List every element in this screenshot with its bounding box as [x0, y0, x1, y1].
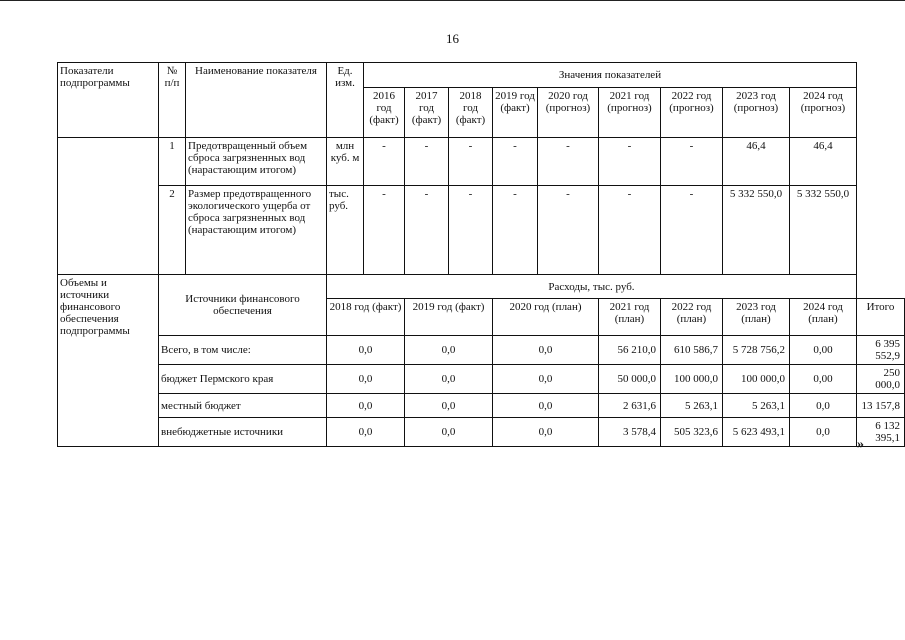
year-header: 2022 год (план) — [661, 299, 723, 336]
value-cell: 5 332 550,0 — [723, 186, 790, 275]
value-cell: - — [364, 138, 405, 186]
value-cell: - — [599, 138, 661, 186]
value-cell: 50 000,0 — [599, 365, 661, 394]
value-cell: 5 332 550,0 — [790, 186, 857, 275]
year-header: 2017 год (факт) — [405, 88, 449, 138]
value-cell: 505 323,6 — [661, 418, 723, 447]
empty-cell — [58, 138, 159, 186]
total-cell: 250 000,0 — [857, 365, 905, 394]
value-cell: 5 263,1 — [723, 394, 790, 418]
value-cell: 5 623 493,1 — [723, 418, 790, 447]
sources-header: Источники финансового обеспечения — [159, 275, 327, 336]
expenses-header: Расходы, тыс. руб. — [327, 275, 857, 299]
value-cell: - — [449, 186, 493, 275]
value-cell: - — [538, 138, 599, 186]
year-header: 2018 год (факт) — [327, 299, 405, 336]
unit-header: Ед. изм. — [327, 63, 364, 138]
values-header: Значения показателей — [364, 63, 857, 88]
value-cell: 0,0 — [327, 336, 405, 365]
value-cell: 0,0 — [405, 418, 493, 447]
unit-cell: тыс. руб. — [327, 186, 364, 275]
value-cell: - — [599, 186, 661, 275]
table-row — [58, 394, 905, 418]
year-header: 2021 год (прогноз) — [599, 88, 661, 138]
unit-cell: млн куб. м — [327, 138, 364, 186]
num-header: № п/п — [159, 63, 186, 138]
value-cell: 0,00 — [790, 365, 857, 394]
total-cell: 6 395 552,9 — [857, 336, 905, 365]
value-cell: 56 210,0 — [599, 336, 661, 365]
value-cell: 0,0 — [327, 418, 405, 447]
name-header: Наименование показателя — [186, 63, 327, 138]
indicators-header: Показатели подпрограммы — [58, 63, 159, 138]
row-number: 1 — [159, 138, 186, 186]
value-cell: 46,4 — [790, 138, 857, 186]
value-cell: 100 000,0 — [723, 365, 790, 394]
value-cell: 0,0 — [493, 365, 599, 394]
value-cell: 0,0 — [405, 365, 493, 394]
value-cell: - — [493, 186, 538, 275]
value-cell: 0,0 — [327, 394, 405, 418]
table-row — [58, 336, 905, 365]
total-cell: 6 132 395,1 — [857, 418, 905, 447]
closing-quote-mark: » — [857, 437, 864, 452]
page-top-border — [0, 0, 905, 1]
value-cell: - — [538, 186, 599, 275]
value-cell: - — [661, 186, 723, 275]
year-header: 2022 год (прогноз) — [661, 88, 723, 138]
year-header: 2019 год (факт) — [493, 88, 538, 138]
year-header: 2023 год (прогноз) — [723, 88, 790, 138]
value-cell: 0,0 — [790, 418, 857, 447]
value-cell: 0,0 — [790, 394, 857, 418]
source-name: Всего, в том числе: — [159, 336, 327, 365]
year-header: 2016 год (факт) — [364, 88, 405, 138]
value-cell: 610 586,7 — [661, 336, 723, 365]
value-cell: 0,0 — [493, 418, 599, 447]
value-cell: 3 578,4 — [599, 418, 661, 447]
value-cell: 0,0 — [327, 365, 405, 394]
row-number: 2 — [159, 186, 186, 275]
source-name: внебюджетные источники — [159, 418, 327, 447]
source-name: бюджет Пермского края — [159, 365, 327, 394]
value-cell: - — [449, 138, 493, 186]
subprogram-table — [57, 62, 905, 447]
value-cell: 0,0 — [493, 394, 599, 418]
year-header: 2019 год (факт) — [405, 299, 493, 336]
value-cell: - — [661, 138, 723, 186]
year-header: 2020 год (прогноз) — [538, 88, 599, 138]
financing-label: Объемы и источники финансового обеспечения подпрограммы — [58, 275, 159, 447]
value-cell: 46,4 — [723, 138, 790, 186]
source-name: местный бюджет — [159, 394, 327, 418]
indicator-name: Предотвращенный объем сброса загрязненных вод (нарастающим итогом) — [186, 138, 327, 186]
total-cell: 13 157,8 — [857, 394, 905, 418]
year-header: 2023 год (план) — [723, 299, 790, 336]
value-cell: 2 631,6 — [599, 394, 661, 418]
value-cell: 0,00 — [790, 336, 857, 365]
value-cell: 100 000,0 — [661, 365, 723, 394]
year-header: 2024 год (прогноз) — [790, 88, 857, 138]
total-header: Итого — [857, 299, 905, 336]
empty-cell — [58, 186, 159, 275]
indicator-name: Размер предотвращенного экологического ущерба от сброса загрязненных вод (нарастающим итогом) — [186, 186, 327, 275]
value-cell: - — [364, 186, 405, 275]
value-cell: - — [405, 138, 449, 186]
value-cell: 5 728 756,2 — [723, 336, 790, 365]
table-row — [58, 138, 905, 186]
year-header: 2024 год (план) — [790, 299, 857, 336]
value-cell: 0,0 — [405, 336, 493, 365]
value-cell: 0,0 — [405, 394, 493, 418]
page-number: 16 — [446, 31, 459, 46]
value-cell: 0,0 — [493, 336, 599, 365]
value-cell: - — [493, 138, 538, 186]
year-header: 2021 год (план) — [599, 299, 661, 336]
year-header: 2018 год (факт) — [449, 88, 493, 138]
value-cell: 5 263,1 — [661, 394, 723, 418]
table-row — [58, 365, 905, 394]
table-row — [58, 186, 905, 275]
value-cell: - — [405, 186, 449, 275]
year-header: 2020 год (план) — [493, 299, 599, 336]
table-row — [58, 418, 905, 447]
